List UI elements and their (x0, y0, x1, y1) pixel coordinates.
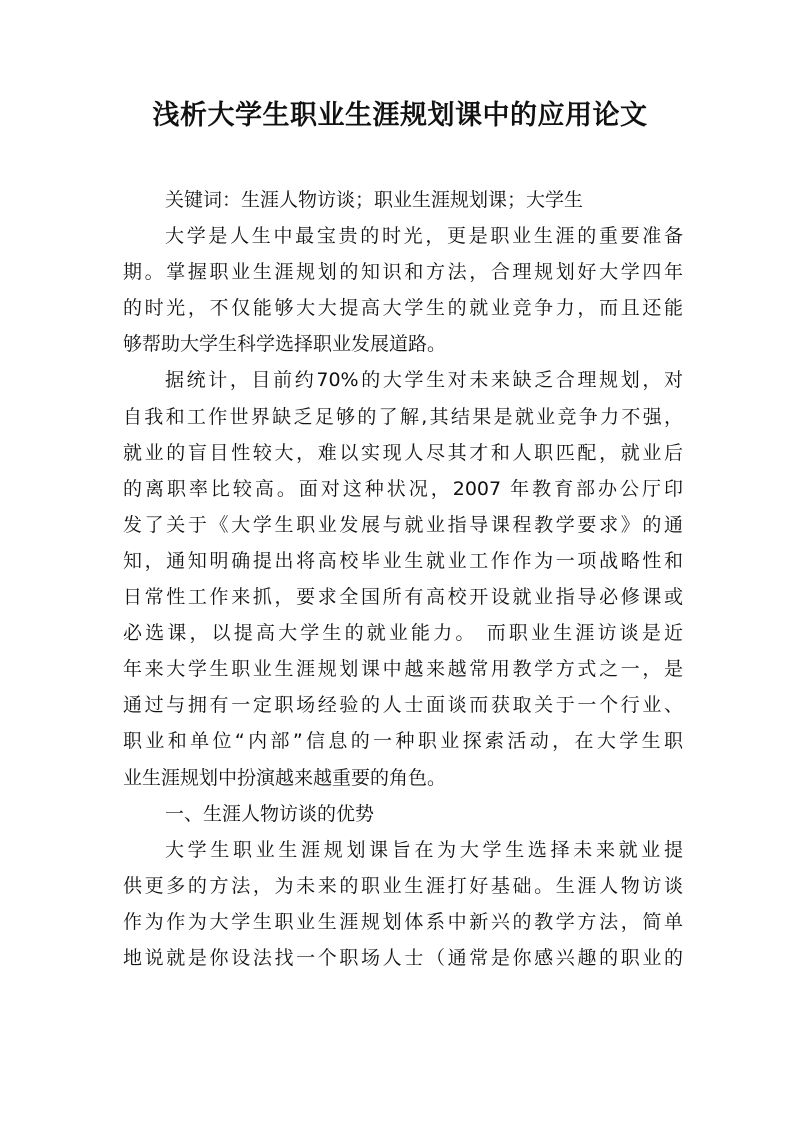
body-line: 就业的盲目性较大，难以实现人尽其才和人职匹配，就业后 (123, 441, 683, 464)
body-line: 期。掌握职业生涯规划的知识和方法，合理规划好大学四年 (123, 261, 683, 284)
body-line: 通过与拥有一定职场经验的人士面谈而获取关于一个行业、 (123, 694, 683, 717)
body-line: 年来大学生职业生涯规划课中越来越常用教学方式之一，是 (123, 658, 683, 681)
body-line: 大学生职业生涯规划课旨在为大学生选择未来就业提 (165, 838, 683, 861)
body-line: 业生涯规划中扮演越来越重要的角色。 (123, 766, 447, 789)
document-title: 浅析大学生职业生涯规划课中的应用论文 (152, 100, 648, 131)
body-line: 够帮助大学生科学选择职业发展道路。 (123, 333, 447, 356)
body-line: 地说就是你设法找一个职场人士（通常是你感兴趣的职业的 (123, 946, 683, 969)
body-line: 供更多的方法，为未来的职业生涯打好基础。生涯人物访谈 (123, 874, 683, 897)
body-line: 职业和单位“内部”信息的一种职业探索活动，在大学生职 (123, 730, 683, 753)
body-line: 知，通知明确提出将高校毕业生就业工作作为一项战略性和 (123, 549, 683, 572)
body-line: 必选课，以提高大学生的就业能力。 而职业生涯访谈是近 (123, 622, 683, 645)
body-line: 关键词：生涯人物访谈；职业生涯规划课；大学生 (165, 189, 584, 211)
body-line: 自我和工作世界缺乏足够的了解,其结果是就业竞争力不强， (123, 405, 683, 428)
body-line: 据统计，目前约70%的大学生对未来缺乏合理规划，对 (165, 369, 683, 392)
body-line: 作为作为大学生职业生涯规划体系中新兴的教学方法，简单 (123, 910, 683, 933)
document-body (123, 182, 683, 976)
body-line: 的离职率比较高。面对这种状况，2007 年教育部办公厅印 (123, 477, 683, 500)
body-line: 发了关于《大学生职业发展与就业指导课程教学要求》的通 (123, 513, 683, 536)
body-line: 一、生涯人物访谈的优势 (165, 802, 375, 825)
body-line: 大学是人生中最宝贵的时光，更是职业生涯的重要准备 (165, 225, 683, 248)
body-line: 的时光，不仅能够大大提高大学生的就业竞争力，而且还能 (123, 297, 683, 320)
body-line: 日常性工作来抓，要求全国所有高校开设就业指导必修课或 (123, 586, 683, 609)
